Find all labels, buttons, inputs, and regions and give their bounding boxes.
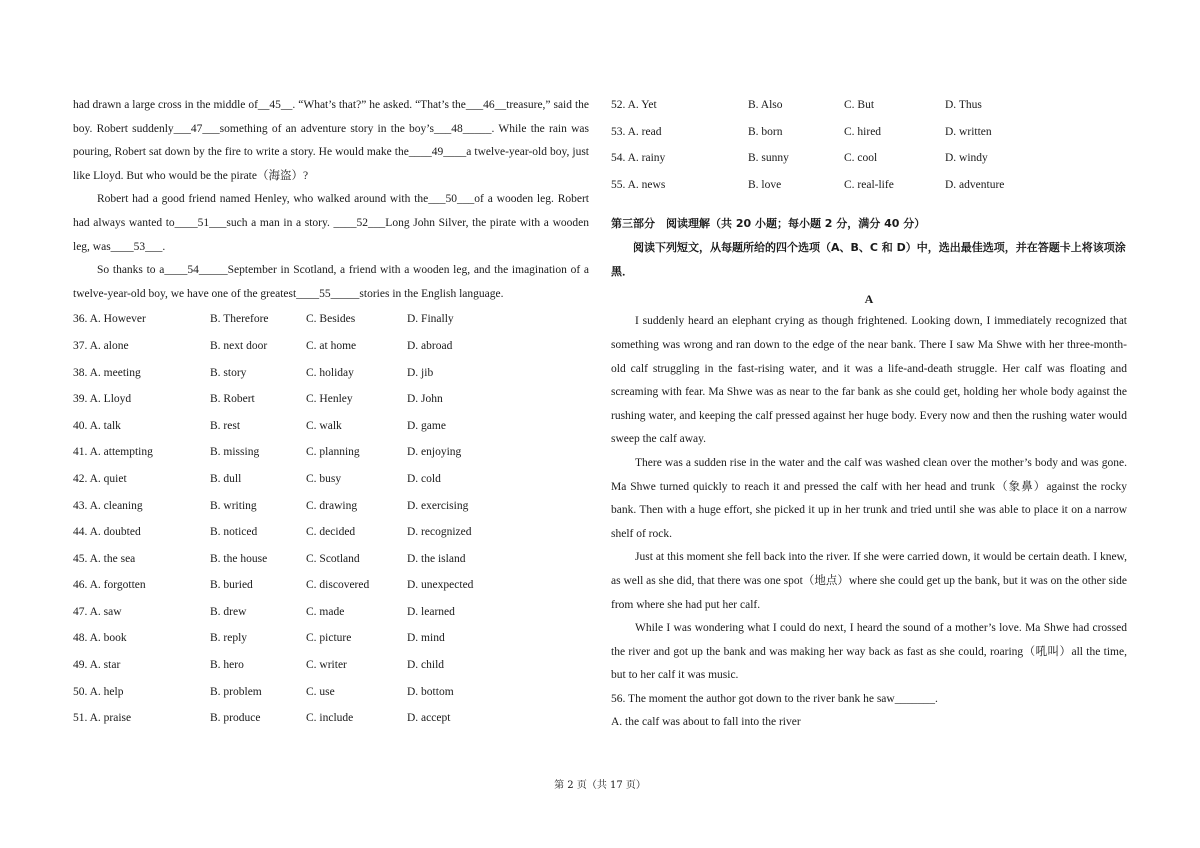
option-cell: B. the house xyxy=(210,552,268,565)
option-cell: B. noticed xyxy=(210,526,258,539)
option-cell: C. cool xyxy=(844,152,878,165)
option-cell: C. busy xyxy=(306,472,342,485)
option-cell: B. next door xyxy=(210,339,268,352)
option-cell: D. adventure xyxy=(945,178,1005,191)
option-cell: 41. A. attempting xyxy=(73,446,153,459)
option-cell: B. Robert xyxy=(210,393,255,406)
passage-paragraph-3: So thanks to a____54_____September in Scotland, a friend with a wooden leg, and the imagination of a twelve-year-old boy, we have one of the greatest____55_____stories in the English language. xyxy=(73,264,589,300)
option-cell: C. planning xyxy=(306,446,360,459)
option-cell: D. recognized xyxy=(407,526,472,539)
option-cell: D. learned xyxy=(407,605,455,618)
option-row xyxy=(73,360,589,387)
option-row xyxy=(73,519,589,546)
option-cell: 37. A. alone xyxy=(73,339,129,352)
option-cell: B. hero xyxy=(210,659,244,672)
option-row xyxy=(73,705,589,732)
option-cell: 44. A. doubted xyxy=(73,526,141,539)
option-cell: 53. A. read xyxy=(611,125,662,138)
reading-paragraph-4: While I was wondering what I could do next, I heard the sound of a mother’s love. Ma Shwe had crossed the river and got up the bank and was making her way back as fast as she could, roaring（吼叫）all the time, but to her calf it was music. xyxy=(611,622,1127,682)
option-cell: C. at home xyxy=(306,339,357,352)
option-cell: C. hired xyxy=(844,125,882,138)
option-cell: D. jib xyxy=(407,366,434,379)
option-cell: D. written xyxy=(945,125,992,138)
option-row xyxy=(73,493,589,520)
option-cell: B. reply xyxy=(210,632,248,645)
option-cell: C. discovered xyxy=(306,579,370,592)
option-cell: 39. A. Lloyd xyxy=(73,393,132,406)
option-cell: D. Finally xyxy=(407,313,454,326)
option-row xyxy=(73,333,589,360)
option-cell: 50. A. help xyxy=(73,685,124,698)
option-row xyxy=(73,439,589,466)
reading-paragraph-2: There was a sudden rise in the water and the calf was washed clean over the mother’s body and was gone. Ma Shwe turned quickly to reach it and pressed the calf with her head and trunk（象鼻）against the rocky bank. Then with a huge effort, she picked it up in her trunk and tried until she was able to place it on a narrow shelf of rock. xyxy=(611,456,1127,540)
option-cell: B. story xyxy=(210,366,247,379)
option-cell: C. But xyxy=(844,99,875,111)
option-cell: C. use xyxy=(306,685,335,698)
right-column xyxy=(611,92,1127,735)
option-cell: D. cold xyxy=(407,472,441,485)
option-row xyxy=(73,572,589,599)
option-cell: B. writing xyxy=(210,499,257,512)
option-cell: C. writer xyxy=(306,659,347,672)
option-cell: B. Therefore xyxy=(210,313,269,326)
option-cell: 42. A. quiet xyxy=(73,472,127,485)
question-56: 56. The moment the author got down to the river bank he saw_______. xyxy=(611,692,938,705)
option-cell: C. picture xyxy=(306,632,352,645)
option-cell: C. holiday xyxy=(306,366,354,379)
reading-paragraph-3: Just at this moment she fell back into the river. If she were carried down, it would be certain death. I knew, as well as she did, that there was one spot（地点）where she could get up the bank, but it was on the other side from where she had put her calf. xyxy=(611,551,1127,611)
option-cell: 40. A. talk xyxy=(73,419,121,432)
option-cell: B. produce xyxy=(210,712,261,725)
passage-paragraph-1: had drawn a large cross in the middle of__45__. “What’s that?” he asked. “That’s the___46__treasure,” said the boy. Robert suddenly___47___something of an adventure story in the boy’s___48_____. While the rain was pouring, Robert sat down by the fire to write a story. He would make the____49____a twelve-year-old boy, just like Lloyd. But who would be the pirate（海盗）? xyxy=(73,99,589,182)
option-cell: 51. A. praise xyxy=(73,712,132,725)
option-cell: C. drawing xyxy=(306,499,358,512)
option-cell: 52. A. Yet xyxy=(611,99,657,111)
option-row xyxy=(73,306,589,333)
option-cell: 38. A. meeting xyxy=(73,366,141,379)
option-cell: 43. A. cleaning xyxy=(73,499,143,512)
option-cell: B. problem xyxy=(210,685,262,698)
option-cell: D. accept xyxy=(407,712,451,725)
option-row xyxy=(73,546,589,573)
option-cell: B. love xyxy=(748,178,782,191)
option-cell: 55. A. news xyxy=(611,178,666,191)
option-row xyxy=(73,652,589,679)
option-row xyxy=(73,599,589,626)
option-cell: B. buried xyxy=(210,579,253,592)
option-cell: 54. A. rainy xyxy=(611,152,666,165)
option-cell: 36. A. However xyxy=(73,313,146,326)
option-cell: D. unexpected xyxy=(407,579,474,592)
option-cell: C. made xyxy=(306,605,345,618)
option-cell: 48. A. book xyxy=(73,632,127,645)
right-options-list xyxy=(611,92,1127,198)
option-cell: D. John xyxy=(407,393,443,406)
left-column xyxy=(73,94,589,732)
option-cell: C. Scotland xyxy=(306,552,360,565)
option-row xyxy=(73,466,589,493)
section-instruction: 阅读下列短文，从每题所给的四个选项（A、B、C 和 D）中，选出最佳选项，并在答题卡上将该项涂黑． xyxy=(611,241,1126,279)
passage-letter: A xyxy=(864,292,874,307)
option-cell: D. Thus xyxy=(945,99,982,111)
option-cell: B. sunny xyxy=(748,152,789,165)
option-row xyxy=(73,679,589,706)
page-footer: 第 2 页（共 17 页） xyxy=(554,780,646,791)
option-cell: B. dull xyxy=(210,472,242,485)
option-cell: C. walk xyxy=(306,419,342,432)
option-cell: D. child xyxy=(407,659,445,672)
option-cell: B. Also xyxy=(748,99,783,111)
option-cell: D. the island xyxy=(407,552,466,565)
section-heading: 第三部分 阅读理解（共 20 小题；每小题 2 分，满分 40 分） xyxy=(611,217,926,231)
option-row xyxy=(73,625,589,652)
option-cell: C. decided xyxy=(306,526,356,539)
passage-paragraph-2: Robert had a good friend named Henley, who walked around with the___50___of a wooden leg. Robert had always wanted to____51___such a man in a story. ____52___Long John Silver, the pirate with a wooden leg, was____53___. xyxy=(73,193,589,253)
option-cell: D. game xyxy=(407,419,446,432)
option-cell: D. mind xyxy=(407,632,445,645)
option-row xyxy=(611,172,1127,199)
option-cell: D. enjoying xyxy=(407,446,462,459)
left-options-list xyxy=(73,306,589,732)
option-cell: 45. A. the sea xyxy=(73,552,136,565)
option-cell: 46. A. forgotten xyxy=(73,579,146,592)
option-cell: D. windy xyxy=(945,152,988,165)
option-row xyxy=(611,92,1127,119)
option-cell: D. abroad xyxy=(407,339,453,352)
option-cell: B. rest xyxy=(210,419,241,432)
option-cell: C. Besides xyxy=(306,313,356,326)
option-cell: D. bottom xyxy=(407,685,454,698)
option-cell: C. Henley xyxy=(306,393,353,406)
option-row xyxy=(73,413,589,440)
option-cell: B. born xyxy=(748,125,783,138)
option-cell: B. drew xyxy=(210,605,247,618)
option-cell: 49. A. star xyxy=(73,659,121,672)
option-cell: D. exercising xyxy=(407,499,469,512)
question-56-option-a: A. the calf was about to fall into the river xyxy=(611,716,801,729)
option-row xyxy=(73,386,589,413)
option-row xyxy=(611,145,1127,172)
reading-paragraph-1: I suddenly heard an elephant crying as though frightened. Looking down, I immediately recognized that something was wrong and ran down to the edge of the near bank. There I saw Ma Shwe with her three-month-old calf struggling in the fast-rising water, and it was a life-and-death struggle. Her calf was floating and screaming with fear. Ma Shwe was as near to the far bank as she could get, holding her whole body against the rushing water, and keeping the calf pressed against her huge body. Every now and then the rushing water would sweep the calf away. xyxy=(611,315,1127,446)
option-cell: B. missing xyxy=(210,446,260,459)
option-row xyxy=(611,119,1127,146)
option-cell: C. real-life xyxy=(844,178,894,191)
option-cell: 47. A. saw xyxy=(73,605,122,618)
option-cell: C. include xyxy=(306,712,354,725)
